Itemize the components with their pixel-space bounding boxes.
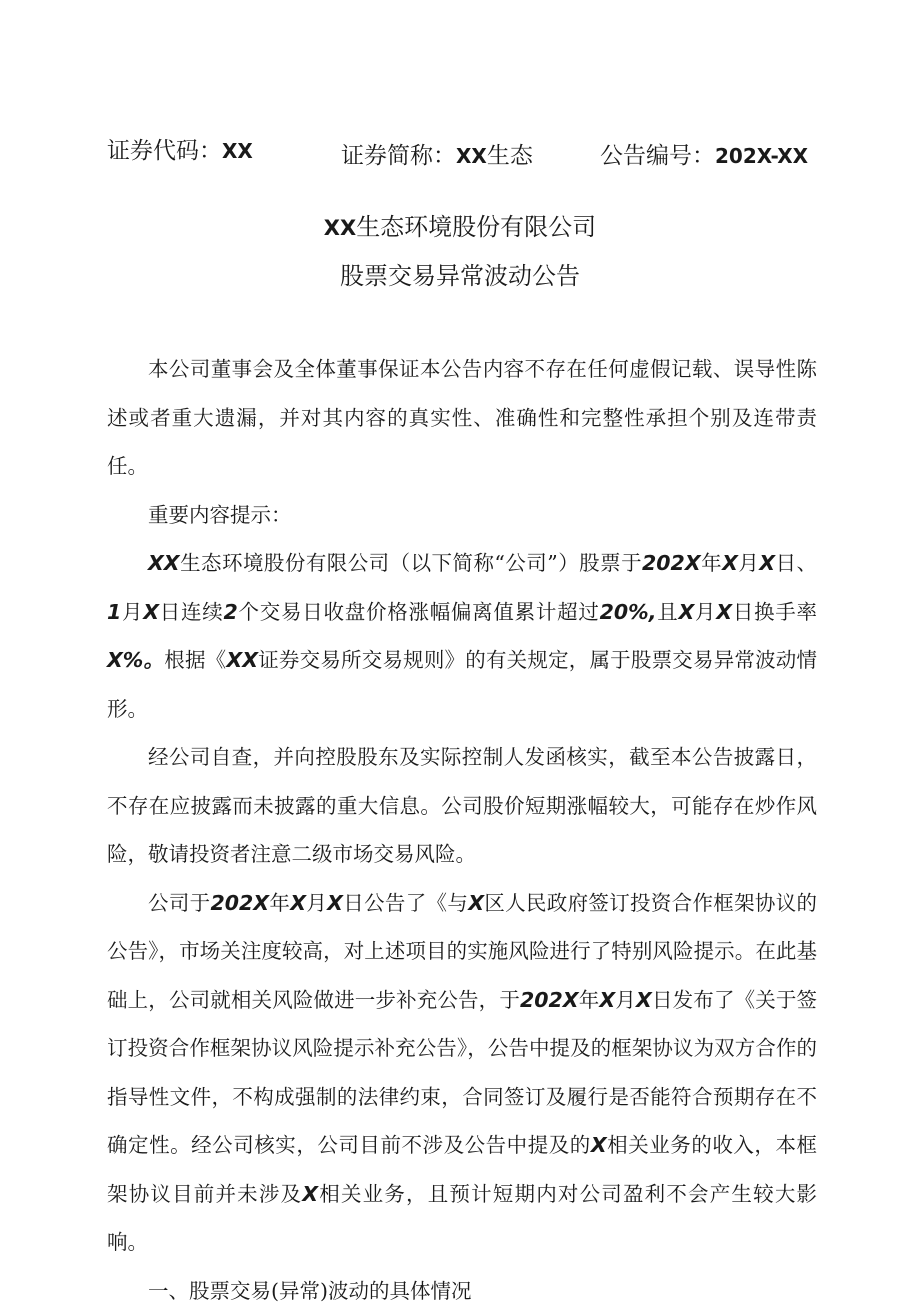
paragraph-text: 年 [269,891,290,915]
security-short-name [341,137,533,170]
emphasized-value: X [327,891,343,915]
paragraph-text: 相关业务，且预计短期内对公司盈利不会产生较大影响。 [107,1182,817,1255]
company-name-title [0,207,920,242]
emphasized-value: X [591,1133,607,1157]
key-hints-label: 重要内容提示： [107,491,817,540]
announcement-number-label: 公告编号： [600,143,715,169]
paragraph-text: 证券交易所交易规则》的有关规定，属于股票交易异常波动情形。 [107,648,817,721]
paragraph-text: 根据《 [164,648,226,672]
paragraph-text: 日连续 [159,600,223,624]
security-code-value: XX [222,139,253,163]
emphasized-value: 2 [224,600,238,624]
paragraph-text: 日、 [775,551,817,575]
emphasized-value: X [636,988,652,1012]
emphasized-value: X [722,551,738,575]
paragraph-text: 年 [701,551,722,575]
paragraph-text: 年 [579,988,600,1012]
emphasized-value: X [759,551,775,575]
security-code [107,132,253,165]
board-statement: 本公司董事会及全体董事保证本公告内容不存在任何虚假记载、误导性陈述或者重大遗漏，并对其内容的真实性、准确性和完整性承担个别及连带责任。 [107,345,817,491]
emphasized-value: 202X [642,551,701,575]
emphasized-value: X [143,600,159,624]
security-code-label: 证券代码： [107,138,222,164]
paragraph-text: 月 [306,891,327,915]
emphasized-value: X [678,600,694,624]
paragraph-text: 日公告了《与 [343,891,468,915]
emphasized-value: XX [226,648,258,672]
emphasized-value: XX [148,551,180,575]
key-hints-paragraph [107,539,817,733]
paragraph-text: 月 [615,988,636,1012]
self-check-paragraph: 经公司自查，并向控股股东及实际控制人发函核实，截至本公告披露日，不存在应披露而未披露的重大信息。公司股价短期涨幅较大，可能存在炒作风险，敬请投资者注意二级市场交易风险。 [107,733,817,879]
emphasized-value: X [468,891,484,915]
paragraph-text: 月 [121,600,143,624]
security-short-name-label: 证券简称： [341,143,456,169]
section-heading-1: 一、股票交易(异常)波动的具体情况 [107,1267,817,1315]
paragraph-text: 且 [656,600,678,624]
emphasized-value: 20%, [600,600,657,624]
security-short-name-value: XX [456,144,487,168]
announcement-number [600,137,808,170]
paragraph-text: 月 [738,551,759,575]
company-name-prefix: XX [324,216,356,240]
paragraph-text: 相关业务的收入，本框架协议目前并未涉及 [107,1133,817,1206]
paragraph-text: 个交易日收盘价格涨幅偏离值累计超过 [238,600,600,624]
paragraph-text: 日发布了《关于签订投资合作框架协议风险提示补充公告》，公告中提及的框架协议为双方合作的指导性文件，不构成强制的法律约束，合同签订及履行是否能符合预期存在不确定性。经公司核实，公司目前不涉及公告中提及的 [107,988,817,1158]
emphasized-value: X [290,891,306,915]
security-short-name-suffix: 生态 [487,143,533,169]
paragraph-text: 月 [694,600,716,624]
paragraph-text: 公司于 [148,891,210,915]
framework-agreement-paragraph [107,879,817,1267]
emphasized-value: 1 [107,600,121,624]
emphasized-value: X [599,988,615,1012]
paragraph-text: 生态环境股份有限公司（以下简称“公司”）股票于 [180,551,642,575]
emphasized-value: X [302,1182,318,1206]
paragraph-text: 日换手率 [732,600,817,624]
announcement-body [107,345,817,1315]
announcement-number-value: 202X-XX [715,144,808,168]
paragraph-text: 区人民政府签订投资合作框架协议的公告》，市场关注度较高，对上述项目的实施风险进行了特别风险提示。在此基础上，公司就相关风险做进一步补充公告，于 [107,891,817,1012]
emphasized-value: 202X [520,988,579,1012]
emphasized-value: X%。 [107,648,164,672]
announcement-title: 股票交易异常波动公告 [0,256,920,291]
emphasized-value: 202X [210,891,269,915]
emphasized-value: X [716,600,732,624]
company-name-text: 生态环境股份有限公司 [356,213,596,241]
